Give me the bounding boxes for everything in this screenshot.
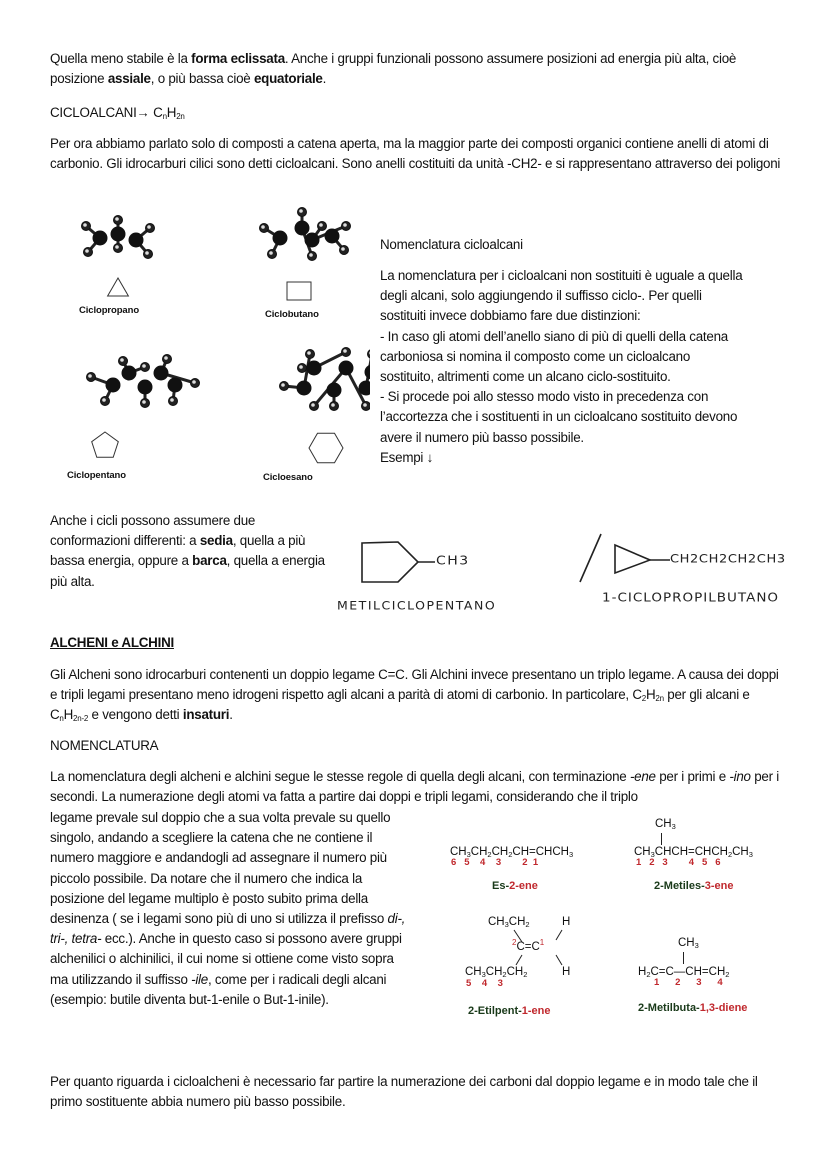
text: legame prevale sul doppio che a sua volta prevale su quello singolo, andando a scegliere la catena che ne contiene il numero maggiore e andandogli ad assegnare il numero più piccolo possibile. Da notare che il numero che indica la posizione del legame multiplo è posto subito prima della desinenza ( se i legami sono più di uno si utilizza il prefisso bbox=[50, 810, 391, 927]
italic-text: -ile bbox=[191, 971, 208, 987]
line: degli alcani, solo aggiungendo il suffisso ciclo-. Per quelli bbox=[380, 288, 702, 304]
atom-highlight bbox=[307, 351, 311, 355]
formula: $H_2C=C—CH=CH_2$ bbox=[638, 966, 730, 979]
slash bbox=[580, 534, 601, 582]
atom-highlight bbox=[145, 251, 149, 255]
carbon-atom bbox=[93, 231, 108, 246]
atom-highlight bbox=[269, 251, 273, 255]
line: sostituito, altrimenti come un alcano ciclo-sostituito. bbox=[380, 369, 671, 385]
atom-highlight bbox=[142, 364, 146, 368]
numbering: 5 4 3 bbox=[466, 978, 503, 989]
atom-highlight bbox=[299, 209, 303, 213]
text: , o più bassa cioè bbox=[150, 71, 254, 87]
name-part: 2-Metiles- bbox=[654, 880, 705, 892]
atom-highlight bbox=[343, 349, 347, 353]
formula: $C_nH_{2n-2}$ bbox=[50, 707, 89, 724]
ring-polygon bbox=[108, 278, 129, 296]
ring-polygon bbox=[309, 433, 343, 462]
numbering: 6 5 4 3 2 1 bbox=[451, 857, 539, 868]
atom-highlight bbox=[299, 365, 303, 369]
name-part: 2-Etilpent- bbox=[468, 1005, 522, 1017]
formula: $CH_3CH_2$ bbox=[488, 916, 530, 929]
bold-text: sedia bbox=[199, 533, 233, 549]
text: e vengono detti bbox=[88, 707, 183, 723]
double-bond: C=C bbox=[516, 940, 540, 953]
italic-text: -ino bbox=[729, 769, 751, 784]
nomenclatura-cicloalcani-title: Nomenclatura cicloalcani bbox=[380, 237, 523, 252]
name-part: Es- bbox=[492, 880, 510, 892]
nomenclatura-heading: NOMENCLATURA bbox=[50, 738, 159, 753]
carbon-atom bbox=[339, 361, 354, 376]
carbon-atom bbox=[327, 383, 342, 398]
bold-text: insaturi bbox=[182, 707, 230, 723]
atom-highlight bbox=[192, 380, 196, 384]
intro-paragraph bbox=[50, 49, 780, 89]
text: Gli Alcheni sono idrocarburi contenenti un doppio legame C=C. Gli Alchini invece presentano un triplo legame. A causa dei doppi e tripli legami presentano meno idrogeni rispetto agli alcani a parità di atomi di carbonio. In particolare, bbox=[50, 667, 779, 703]
text: ecc.). Anche in questo caso si possono avere gruppi alchenilici o alchinilici, il cui nome si ottiene come visto sopra ma utilizzando il suffisso bbox=[50, 931, 402, 987]
nomenclatura-paragraph bbox=[50, 767, 785, 807]
text: Quella meno stabile è la bbox=[50, 51, 192, 66]
atom-highlight bbox=[115, 217, 119, 221]
atom-highlight bbox=[311, 403, 315, 407]
atom-highlight bbox=[142, 400, 146, 404]
text: . bbox=[229, 707, 233, 723]
heading-text: CICLOALCANI→ bbox=[50, 105, 154, 120]
formula: $CH_3CH_2CH_2CH=CHCH_3$ bbox=[450, 846, 574, 859]
text: . bbox=[322, 71, 327, 87]
carbon-atom bbox=[122, 366, 137, 381]
formula: $CH_3$ bbox=[655, 818, 676, 831]
nomenclatura-paragraph-cont bbox=[50, 808, 412, 1010]
atom-highlight bbox=[281, 383, 285, 387]
text: La nomenclatura degli alcheni e alchini segue le stesse regole di quella degli alcani, con terminazione bbox=[50, 769, 630, 784]
text: , quella a energia più alta. bbox=[50, 553, 325, 589]
carbon-atom bbox=[305, 233, 320, 248]
bold-text: equatoriale bbox=[253, 71, 323, 87]
conformazioni-paragraph bbox=[50, 511, 325, 592]
molecule-label: Cicloesano bbox=[263, 472, 313, 483]
atom-highlight bbox=[120, 358, 124, 362]
nomenclatura-cicloalcani-text bbox=[380, 266, 800, 468]
formula: H bbox=[562, 916, 571, 928]
atom-highlight bbox=[88, 374, 92, 378]
formula: $CH_3$ bbox=[678, 937, 699, 950]
atom-highlight bbox=[341, 247, 345, 251]
compound-name bbox=[654, 880, 734, 892]
compound-name bbox=[492, 880, 538, 892]
carbon-atom bbox=[297, 381, 312, 396]
cicloalcani-paragraph: Per ora abbiamo parlato solo di composti a catena aperta, ma la maggior parte dei composti organici contiene anelli di atomi di carbonio. Gli idrocarburi cilici sono detti cicloalcani. Sono anelli costituiti da unità -CH2- e si rappresentano attraverso dei poligoni bbox=[50, 136, 781, 172]
molecule-label: Ciclobutano bbox=[265, 309, 319, 320]
line: sostituiti invece dobbiamo fare due distinzioni: bbox=[380, 308, 641, 324]
atom-highlight bbox=[261, 225, 265, 229]
name-suffix: 2-ene bbox=[509, 880, 538, 892]
handwritten-name: 1-CICLOPROPILBUTANO bbox=[602, 590, 780, 606]
text: per i primi e bbox=[655, 769, 730, 784]
text: per gli alcani e bbox=[663, 687, 750, 703]
numbering: 1 bbox=[539, 938, 545, 947]
italic-text: di-, tri-, tetra- bbox=[50, 911, 406, 947]
formula: $CH_3CH_2CH_2$ bbox=[465, 966, 528, 979]
bold-text: assiale bbox=[107, 71, 151, 87]
numbering: 1 2 3 4 5 6 bbox=[636, 857, 721, 868]
carbon-atom bbox=[325, 229, 340, 244]
formula: $C_nH_{2n}$ bbox=[153, 105, 185, 121]
cyclopropane-ring bbox=[615, 545, 650, 573]
formula: H bbox=[562, 966, 571, 978]
handwritten-name: METILCICLOPENTANO bbox=[337, 598, 497, 613]
name-suffix: 3-ene bbox=[704, 880, 734, 892]
carbon-atom bbox=[154, 366, 169, 381]
line: l’accortezza che i sostituenti in un cicloalcano sostituito devono bbox=[380, 409, 738, 425]
atom-highlight bbox=[147, 225, 151, 229]
numbering: 2 bbox=[512, 938, 517, 947]
line: carboniosa si nomina il composto come un cicloalcano bbox=[380, 348, 691, 364]
text: , come per i radicali degli alcani (esempio: butile diventa but-1-enile o But-1-inile). bbox=[50, 971, 387, 1007]
italic-text: -ene bbox=[629, 769, 656, 784]
molecule-label: Ciclopropano bbox=[79, 305, 140, 316]
carbon-atom bbox=[111, 227, 126, 242]
carbon-atom bbox=[138, 380, 153, 395]
carbon-atom bbox=[365, 365, 371, 380]
formula: $C_2H_{2n}$ bbox=[632, 687, 664, 704]
handwritten-substituent: CH3 bbox=[436, 553, 470, 569]
ring-polygon bbox=[92, 432, 119, 457]
atom-highlight bbox=[170, 398, 174, 402]
atom-highlight bbox=[363, 403, 367, 407]
bold-text: forma eclissata bbox=[191, 51, 285, 66]
atom-highlight bbox=[83, 223, 87, 227]
atom-highlight bbox=[319, 223, 323, 227]
text: . Anche i gruppi funzionali possono assumere posizioni ad energia più alta, cioè posizione bbox=[50, 51, 737, 87]
ring-polygon bbox=[287, 282, 311, 300]
molecule-label: Ciclopentano bbox=[67, 470, 126, 481]
compound-name bbox=[638, 1002, 747, 1014]
text: Anche i cicli possono assumere due conformazioni differenti: a bbox=[50, 513, 256, 549]
line: La nomenclatura per i cicloalcani non sostituiti è uguale a quella bbox=[380, 268, 743, 283]
carbon-atom bbox=[307, 361, 322, 376]
atom-highlight bbox=[309, 253, 313, 257]
bond bbox=[661, 833, 662, 845]
name-suffix: 1-ene bbox=[521, 1005, 551, 1017]
atom-highlight bbox=[102, 398, 106, 402]
carbon-atom bbox=[129, 233, 144, 248]
carbon-atom bbox=[106, 378, 121, 393]
carbon-atom bbox=[295, 221, 310, 236]
line: - Si procede poi allo stesso modo visto in precedenza con bbox=[380, 389, 709, 405]
name-part: 2-Metilbuta- bbox=[638, 1002, 700, 1014]
atom-highlight bbox=[343, 223, 347, 227]
atom-highlight bbox=[164, 356, 168, 360]
handwritten-substituent: CH2CH2CH2CH3 bbox=[670, 552, 786, 567]
carbon-atom bbox=[273, 231, 288, 246]
numbering: 1 2 3 4 bbox=[654, 977, 723, 988]
alcheni-paragraph bbox=[50, 665, 785, 726]
bond bbox=[683, 952, 684, 964]
text: per i secondi. La numerazione degli atomi va fatta a partire dai doppi e tripli legami, considerando che il triplo bbox=[50, 769, 780, 805]
cicloalcani-heading bbox=[50, 103, 185, 123]
formula: $CH_3CHCH=CHCH_2CH_3$ bbox=[634, 846, 753, 859]
molecule-models bbox=[40, 200, 370, 490]
line: avere il numero più basso possibile. bbox=[380, 429, 584, 445]
cicloalcheni-paragraph: Per quanto riguarda i cicloalcheni è necessario far partire la numerazione dei carboni dal doppio legame e in modo tale che il primo sostituente abbia numero più basso possibile. bbox=[50, 1074, 758, 1110]
name-suffix: 1,3-diene bbox=[699, 1002, 748, 1014]
text: , quella a più bassa energia, oppure a bbox=[50, 533, 306, 569]
atom-highlight bbox=[115, 245, 119, 249]
line: - In caso gli atomi dell’anello siano di più di quelli della catena bbox=[380, 328, 728, 344]
compound-name bbox=[468, 1005, 551, 1017]
atom-highlight bbox=[331, 403, 335, 407]
alcheni-heading: ALCHENI e ALCHINI bbox=[50, 635, 174, 650]
atom-highlight bbox=[85, 249, 89, 253]
cyclopentane-ring bbox=[362, 542, 418, 582]
carbon-atom bbox=[168, 378, 183, 393]
line: Esempi ↓ bbox=[380, 449, 434, 465]
bold-text: barca bbox=[192, 553, 227, 569]
